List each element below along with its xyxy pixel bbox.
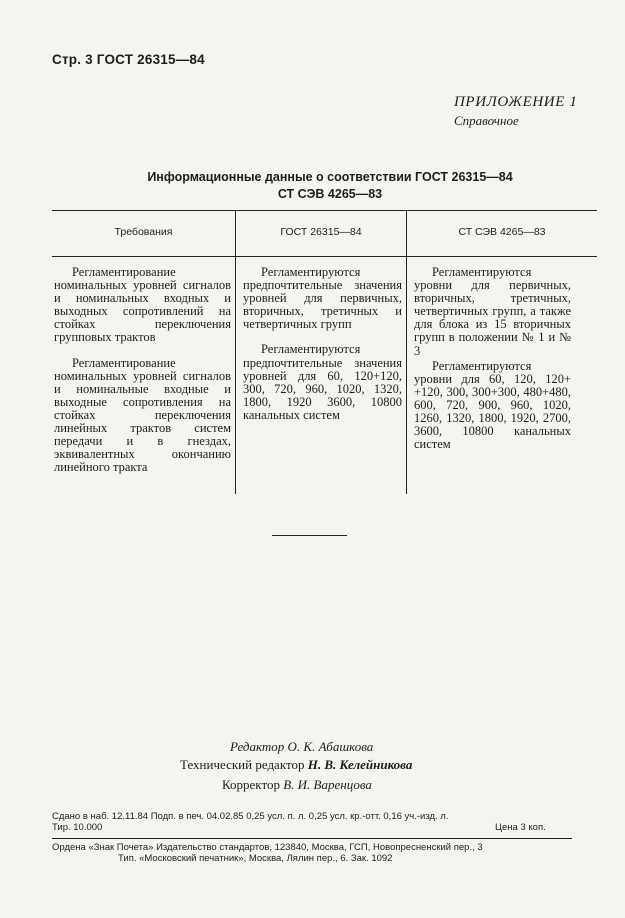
corrector-role: Корректор [222,777,280,792]
table-header-rule [52,256,597,257]
requirement-line-paths: Регламентирование номинальных уровней сигналов и номинальные входные и выходные сопротивления на стойках переключения линейных трактов систем передачи и в гнездах, эквивалентных окончанию линейного тракта [54,355,231,475]
table-title-line2: СТ СЭВ 4265—83 [277,187,383,201]
column-header-gost: ГОСТ 26315—84 [280,226,362,238]
appendix-type: Справочное [454,113,519,128]
st-sev-system-levels: Регламентируются уровни для 60, 120, 120+ +120, 300, 300+300, 480+480, 600, 720, 900, 960, 1020, 1260, 1320, 1800, 1920, 2700, 3600, 10800 канальных систем [414,358,571,452]
st-sev-group-levels: Регламентируются уровни для первичных, вторичных, третичных, четвертичных групп, а также для блока из 15 вторичных групп в положении № 1 и № 3 [414,265,571,358]
publisher-line-2: Тип. «Московский печатник», Москва, Лялин пер., 6. Зак. 1092 [118,853,393,864]
corrector-credit [222,777,372,793]
column-header-requirements: Требования [114,226,173,238]
editor-credit [230,739,373,755]
editor-name: О. К. Абашкова [287,739,374,754]
appendix-label: ПРИЛОЖЕНИЕ 1 [454,94,578,110]
running-header: Стр. 3 ГОСТ 26315—84 [52,52,205,67]
requirement-group-paths: Регламентирование номинальных уровней сигналов и номинальных входных и выходных сопротивлений на стойках переключения групповых трактов [54,265,231,345]
gost-column [243,266,402,434]
tech-editor-name: Н. В. Келейникова [307,757,413,772]
imprint-print-run: Тир. 10.000 [52,822,103,833]
end-rule [272,535,347,536]
editor-role: Редактор [230,739,285,754]
tech-editor-role: Технический редактор [180,757,305,772]
table-title-line1: Информационные данные о соответствии ГОСТ 26315—84 [147,170,513,184]
column-divider-1 [235,211,236,494]
corrector-name: В. И. Варенцова [283,777,372,792]
column-header-st-sev: СТ СЭВ 4265—83 [458,226,546,238]
table-top-rule [52,210,597,211]
imprint-price: Цена 3 коп. [495,822,546,833]
publisher-line-1: Ордена «Знак Почета» Издательство стандартов, 123840, Москва, ГСП, Новопресненский пер., 3 [52,842,483,853]
imprint-rule [52,838,572,839]
gost-group-levels: Регламентируются предпочтительные значения уровней для первичных, вторичных, третичных и четвертичных групп [243,265,402,332]
tech-editor-credit [180,757,412,773]
column-divider-2 [406,211,407,494]
gost-system-levels: Регламентируются предпочтительные значения уровней для 60, 120+120, 300, 720, 960, 1020, 1320, 1800, 1920 3600, 10800 канальных систем [243,342,402,422]
requirements-column [54,266,231,486]
imprint-line-1: Сдано в наб. 12.11.84 Подп. в печ. 04.02.85 0,25 усл. п. л. 0,25 усл. кр.-отт. 0,16 уч.-изд. л. [52,811,449,822]
st-sev-column [414,266,571,463]
